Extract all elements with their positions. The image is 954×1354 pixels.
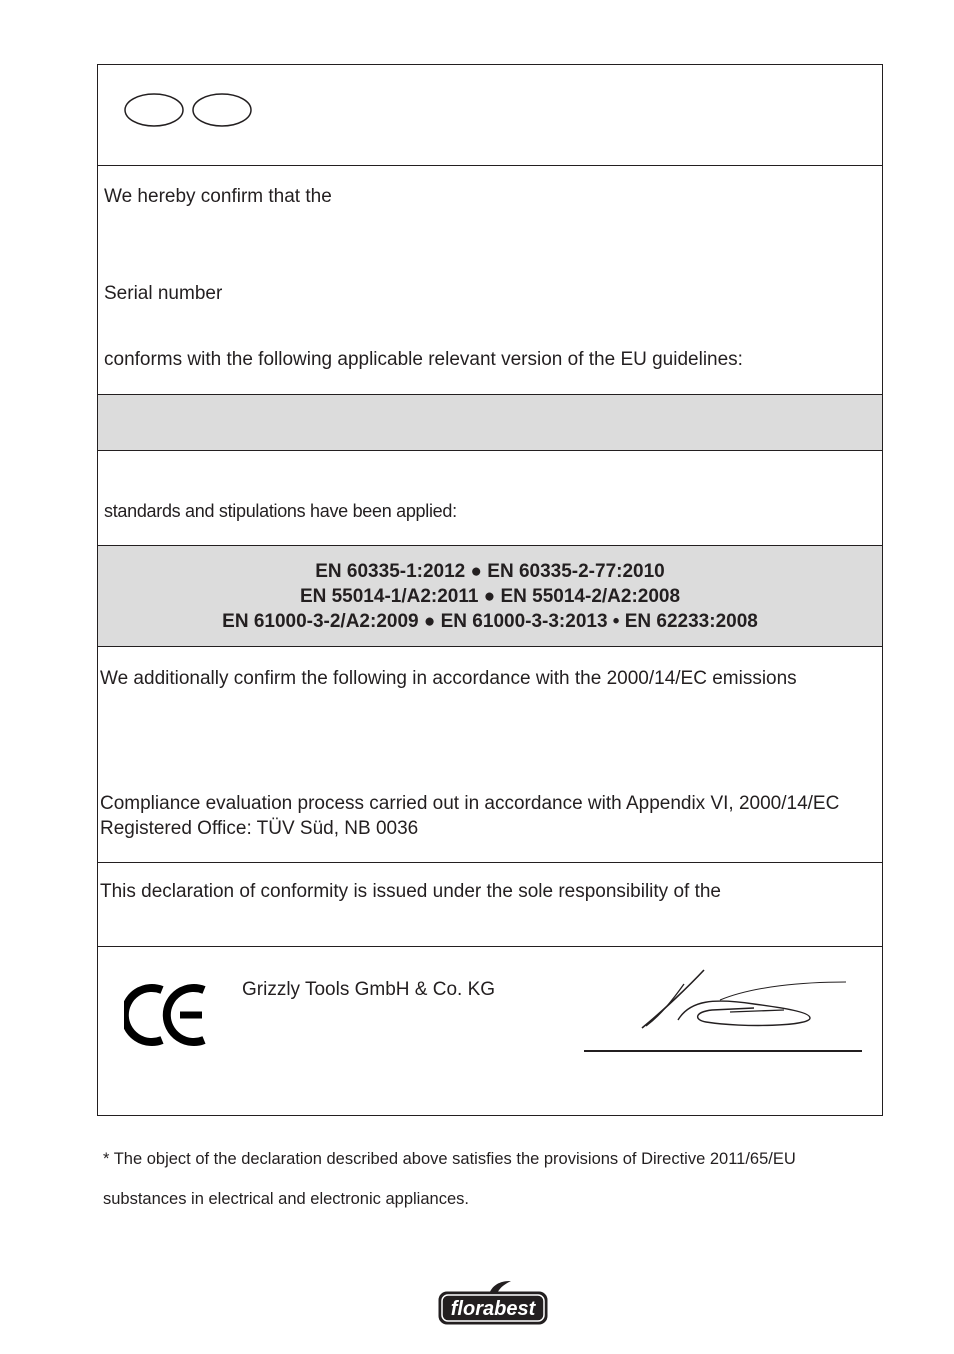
divider (97, 646, 883, 647)
confirm-text: We hereby confirm that the (104, 186, 332, 207)
standard-line: EN 55014-1/A2:2011 ● EN 55014-2/A2:2008 (299, 586, 681, 607)
standard-line: EN 61000-3-2/A2:2009 ● EN 61000-3-3:2013 • EN 62233:2008 (222, 611, 758, 632)
footnote-line: * The object of the declaration described above satisfies the provisions of Directive 2011/65/EU (103, 1150, 796, 1168)
divider (97, 165, 883, 166)
responsibility-text: This declaration of conformity is issued under the sole responsibility of the (100, 881, 721, 902)
divider (97, 450, 883, 451)
ce-mark-icon (124, 980, 212, 1050)
guidelines-band (98, 395, 882, 450)
signature-line (584, 1050, 862, 1052)
divider (97, 946, 883, 947)
standard-line: EN 60335-1:2012 ● EN 60335-2-77:2010 (315, 561, 665, 582)
footnote-line: substances in electrical and electronic appliances. (103, 1190, 469, 1208)
company-name: Grizzly Tools GmbH & Co. KG (242, 979, 496, 1000)
divider (97, 862, 883, 863)
svg-text:florabest: florabest (450, 1298, 536, 1320)
registered-office-text: Registered Office: TÜV Süd, NB 0036 (100, 818, 419, 839)
florabest-logo (437, 1280, 549, 1326)
standards-applied-text: standards and stipulations have been applied: (104, 501, 457, 521)
compliance-process-text: Compliance evaluation process carried out in accordance with Appendix VI, 2000/14/EC (100, 793, 840, 814)
serial-number-label: Serial number (104, 283, 223, 304)
language-oval-icons (124, 93, 254, 127)
conforms-text: conforms with the following applicable relevant version of the EU guidelines: (104, 349, 743, 370)
signature-image (634, 964, 850, 1034)
emissions-confirm-text: We additionally confirm the following in accordance with the 2000/14/EC emissions (100, 668, 797, 689)
